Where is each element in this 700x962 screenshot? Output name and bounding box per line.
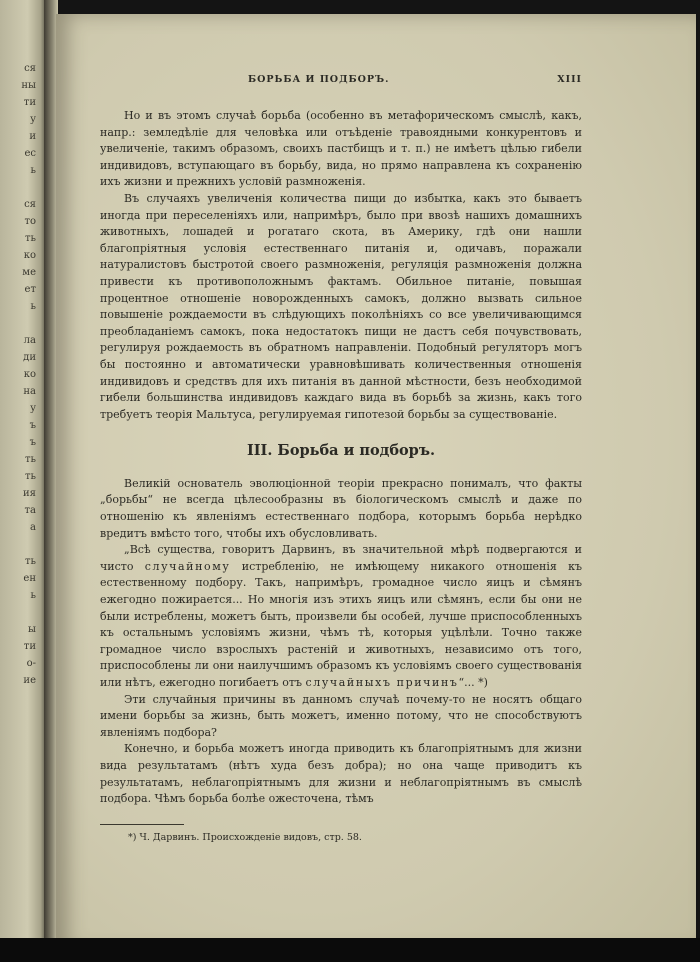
left-page-fragment: ь <box>30 165 36 176</box>
left-page-fragment: у <box>30 403 36 414</box>
quote-spaced-word-1: случайному <box>144 559 231 573</box>
left-page-fragment: ко <box>23 369 36 380</box>
left-page-fragment: ны <box>21 80 36 91</box>
page-number: XIII <box>557 74 582 85</box>
left-page-fragment: ла <box>23 335 36 346</box>
paragraph-2: Въ случаяхъ увеличенія количества пищи до избытка, какъ это бываетъ иногда при переселеніяхъ или, напримѣръ, было при ввозѣ нашихъ домашнихъ животныхъ, лошадей и рогатаго скота, въ Америку, гдѣ они нашли благопріятныя условія естественнаго питанія и, одичавъ, поражали натуралистовъ быстротой своего размноженія, регуляція размноженія должна привести къ противоположнымъ фактамъ. Обильное питаніе, повышая процентное отношеніе новорожденныхъ самокъ, должно вызвать сильное повышеніе рождаемости въ слѣдующихъ поколѣніяхъ со все увеличивающимся преобладаніемъ самокъ, пока недостатокъ пищи не дастъ себя почувствовать, регулируя рождаемость въ обратномъ направленіи. Подобный регуляторъ могъ бы постоянно и автоматически уравновѣшивать количественныя отношенія индивидовъ и средствъ для ихъ питанія въ данной мѣстности, безъ необходимой гибели большинства индивидовъ каждаго вида въ борьбѣ за жизнь, какъ того требуетъ теорія Мальтуса, регулируемая гипотезой борьбы за существованіе. <box>100 191 582 421</box>
left-page-fragment: ен <box>23 573 36 584</box>
left-page-fragment: то <box>24 216 36 227</box>
left-page-fragment <box>2 315 36 332</box>
paragraph-5: Конечно, и борьба можетъ иногда приводить къ благопріятнымъ для жизни вида результатамъ (нѣтъ худа безъ добра); но она чаще приводитъ къ результатамъ, неблагопріятнымъ для жизни и неблагопріятнымъ въ смыслѣ подбора. Чѣмъ борьба болѣе ожесточена, тѣмъ <box>100 742 582 806</box>
left-page-fragment: на <box>23 386 36 397</box>
left-page-fragment: а <box>30 522 36 533</box>
left-page-text-fragments <box>2 60 36 689</box>
left-page-fragment: ь <box>30 301 36 312</box>
left-page-fragment: ть <box>25 471 36 482</box>
paragraph-3: Великій основатель эволюціонной теоріи прекрасно понималъ, что факты „борьбы“ не всегда цѣлесообразны въ біологическомъ смыслѣ и даже по отношенію къ явленіямъ естественнаго подбора, которымъ борьба нерѣдко вредитъ вмѣсто того, чтобы ихъ обусловливать. <box>100 476 582 540</box>
footnote: *) Ч. Дарвинъ. Происхожденіе видовъ, стр. 58. <box>128 831 362 843</box>
left-page-fragment: ти <box>23 641 36 652</box>
left-page-fragment: у <box>30 114 36 125</box>
left-page-fragment: ие <box>23 675 36 686</box>
paragraph-1: Но и въ этомъ случаѣ борьба (особенно въ метафорическомъ смыслѣ, какъ, напр.: земледѣліе для человѣка или отъѣденіе травоядными конкурентовъ и увеличеніе, такимъ образомъ, своихъ пастбищъ и т. п.) не имѣетъ цѣлью гибели индивидовъ, вступающаго въ борьбу, вида, но прямо направлена къ сохраненію ихъ жизни и прежнихъ условій размноженія. <box>100 109 582 189</box>
left-page-fragment: ть <box>25 454 36 465</box>
left-page-fragment: о- <box>26 658 36 669</box>
left-page-fragment: ди <box>23 352 36 363</box>
paragraph-4: Эти случайныя причины въ данномъ случаѣ почему-то не носятъ общаго имени борьбы за жизнь, быть можетъ, именно потому, что не способствуютъ явленіямъ подбора? <box>100 692 582 739</box>
left-page-fragment: ся <box>24 199 36 210</box>
running-head <box>100 72 582 90</box>
darwin-quote <box>100 542 582 691</box>
left-page-fragment: ть <box>25 556 36 567</box>
left-page-fragment: ь <box>30 590 36 601</box>
left-page-fragment: ет <box>24 284 36 295</box>
left-page-fragment <box>2 179 36 196</box>
footnote-rule <box>100 824 184 825</box>
left-page-fragment: ть <box>25 233 36 244</box>
left-page-fragment: ме <box>22 267 36 278</box>
page-text-column <box>100 72 582 845</box>
left-page-fragment: ся <box>24 63 36 74</box>
left-page-fragment <box>2 536 36 553</box>
left-page-fragment: ти <box>23 97 36 108</box>
section-heading: III. Борьба и подборъ. <box>246 442 435 460</box>
left-page-fragment <box>2 604 36 621</box>
left-page-fragment: та <box>24 505 36 516</box>
quote-spaced-word-2: случайныхъ причинъ <box>305 676 459 689</box>
left-page-fragment: ко <box>23 250 36 261</box>
background-dark <box>0 938 700 962</box>
left-page-fragment: ъ <box>29 437 36 448</box>
left-page-fragment: и <box>29 131 36 142</box>
quote-part-c: “... *) <box>458 676 488 689</box>
left-page-fragment: ия <box>23 488 36 499</box>
running-head-title: БОРЬБА И ПОДБОРЪ. <box>248 74 390 85</box>
left-page-edge <box>0 0 46 962</box>
left-page-fragment: ес <box>24 148 36 159</box>
quote-part-b: истребленію, не имѣющему никакого отношенія къ естественному подбору. Такъ, напримѣръ, громадное число яицъ и сѣмянъ ежегодно пожирается... Но многія изъ этихъ яицъ или сѣмянъ, если бы они не были истреблены, можетъ быть, произвели бы особей, лучше приспособленныхъ къ остальнымъ условіямъ жизни, чѣмъ тѣ, которыя уцѣлѣли. Точно также громадное число взрослыхъ растеній и животныхъ, независимо отъ того, приспособлены ли они наилучшимъ образомъ къ условіямъ своего существованія или нѣтъ, ежегодно погибаетъ отъ <box>100 559 582 689</box>
left-page-fragment: ъ <box>29 420 36 431</box>
left-page-fragment: ы <box>28 624 36 635</box>
quote-part-a: „Всѣ существа, говоритъ Дарвинъ, въ значительной мѣрѣ подвергаются и чисто <box>100 543 582 573</box>
